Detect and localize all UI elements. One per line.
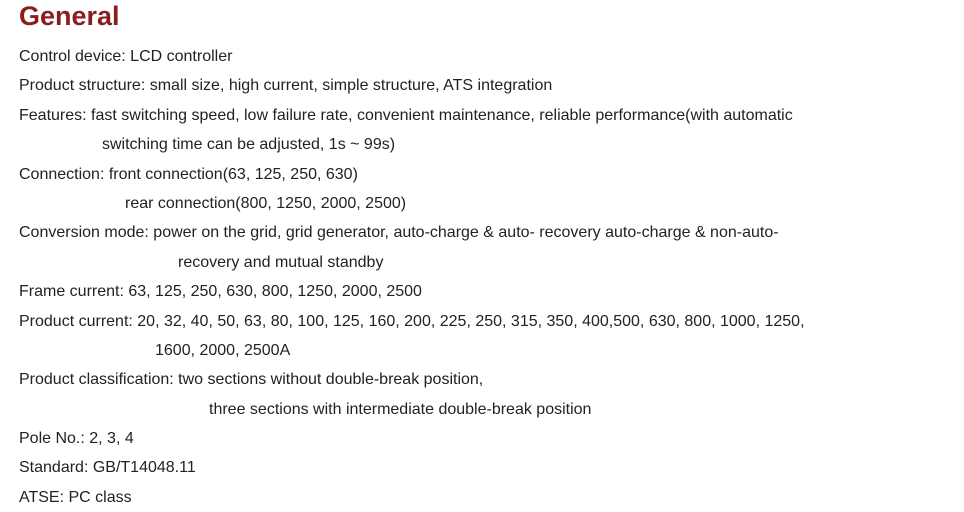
page-title: General [19, 1, 120, 31]
spec-product-structure: Product structure: small size, high current, simple structure, ATS integration [19, 77, 553, 95]
spec-list [19, 42, 959, 512]
spec-frame-current: Frame current: 63, 125, 250, 630, 800, 1250, 2000, 2500 [19, 283, 422, 301]
spec-atse: ATSE: PC class [19, 488, 132, 506]
spec-features: Features: fast switching speed, low failure rate, convenient maintenance, reliable performance(with automatic [19, 106, 793, 124]
spec-features-continued: switching time can be adjusted, 1s ~ 99s) [102, 136, 396, 154]
spec-product-classification-continued: three sections with intermediate double-break position [209, 400, 592, 418]
spec-standard: Standard: GB/T14048.11 [19, 459, 196, 477]
spec-product-classification: Product classification: two sections without double-break position, [19, 371, 484, 389]
spec-connection: Connection: front connection(63, 125, 250, 630) [19, 165, 358, 183]
spec-control-device: Control device: LCD controller [19, 48, 233, 65]
spec-product-current: Product current: 20, 32, 40, 50, 63, 80, 100, 125, 160, 200, 225, 250, 315, 350, 400,500, 630, 800, 1000, 1250, [19, 312, 805, 330]
spec-conversion-mode-continued: recovery and mutual standby [178, 253, 384, 271]
spec-pole-no: Pole No.: 2, 3, 4 [19, 430, 134, 448]
spec-conversion-mode: Conversion mode: power on the grid, grid generator, auto-charge & auto- recovery auto-charge & non-auto- [19, 224, 779, 242]
spec-product-current-continued: 1600, 2000, 2500A [155, 341, 291, 359]
spec-connection-continued: rear connection(800, 1250, 2000, 2500) [125, 194, 407, 212]
